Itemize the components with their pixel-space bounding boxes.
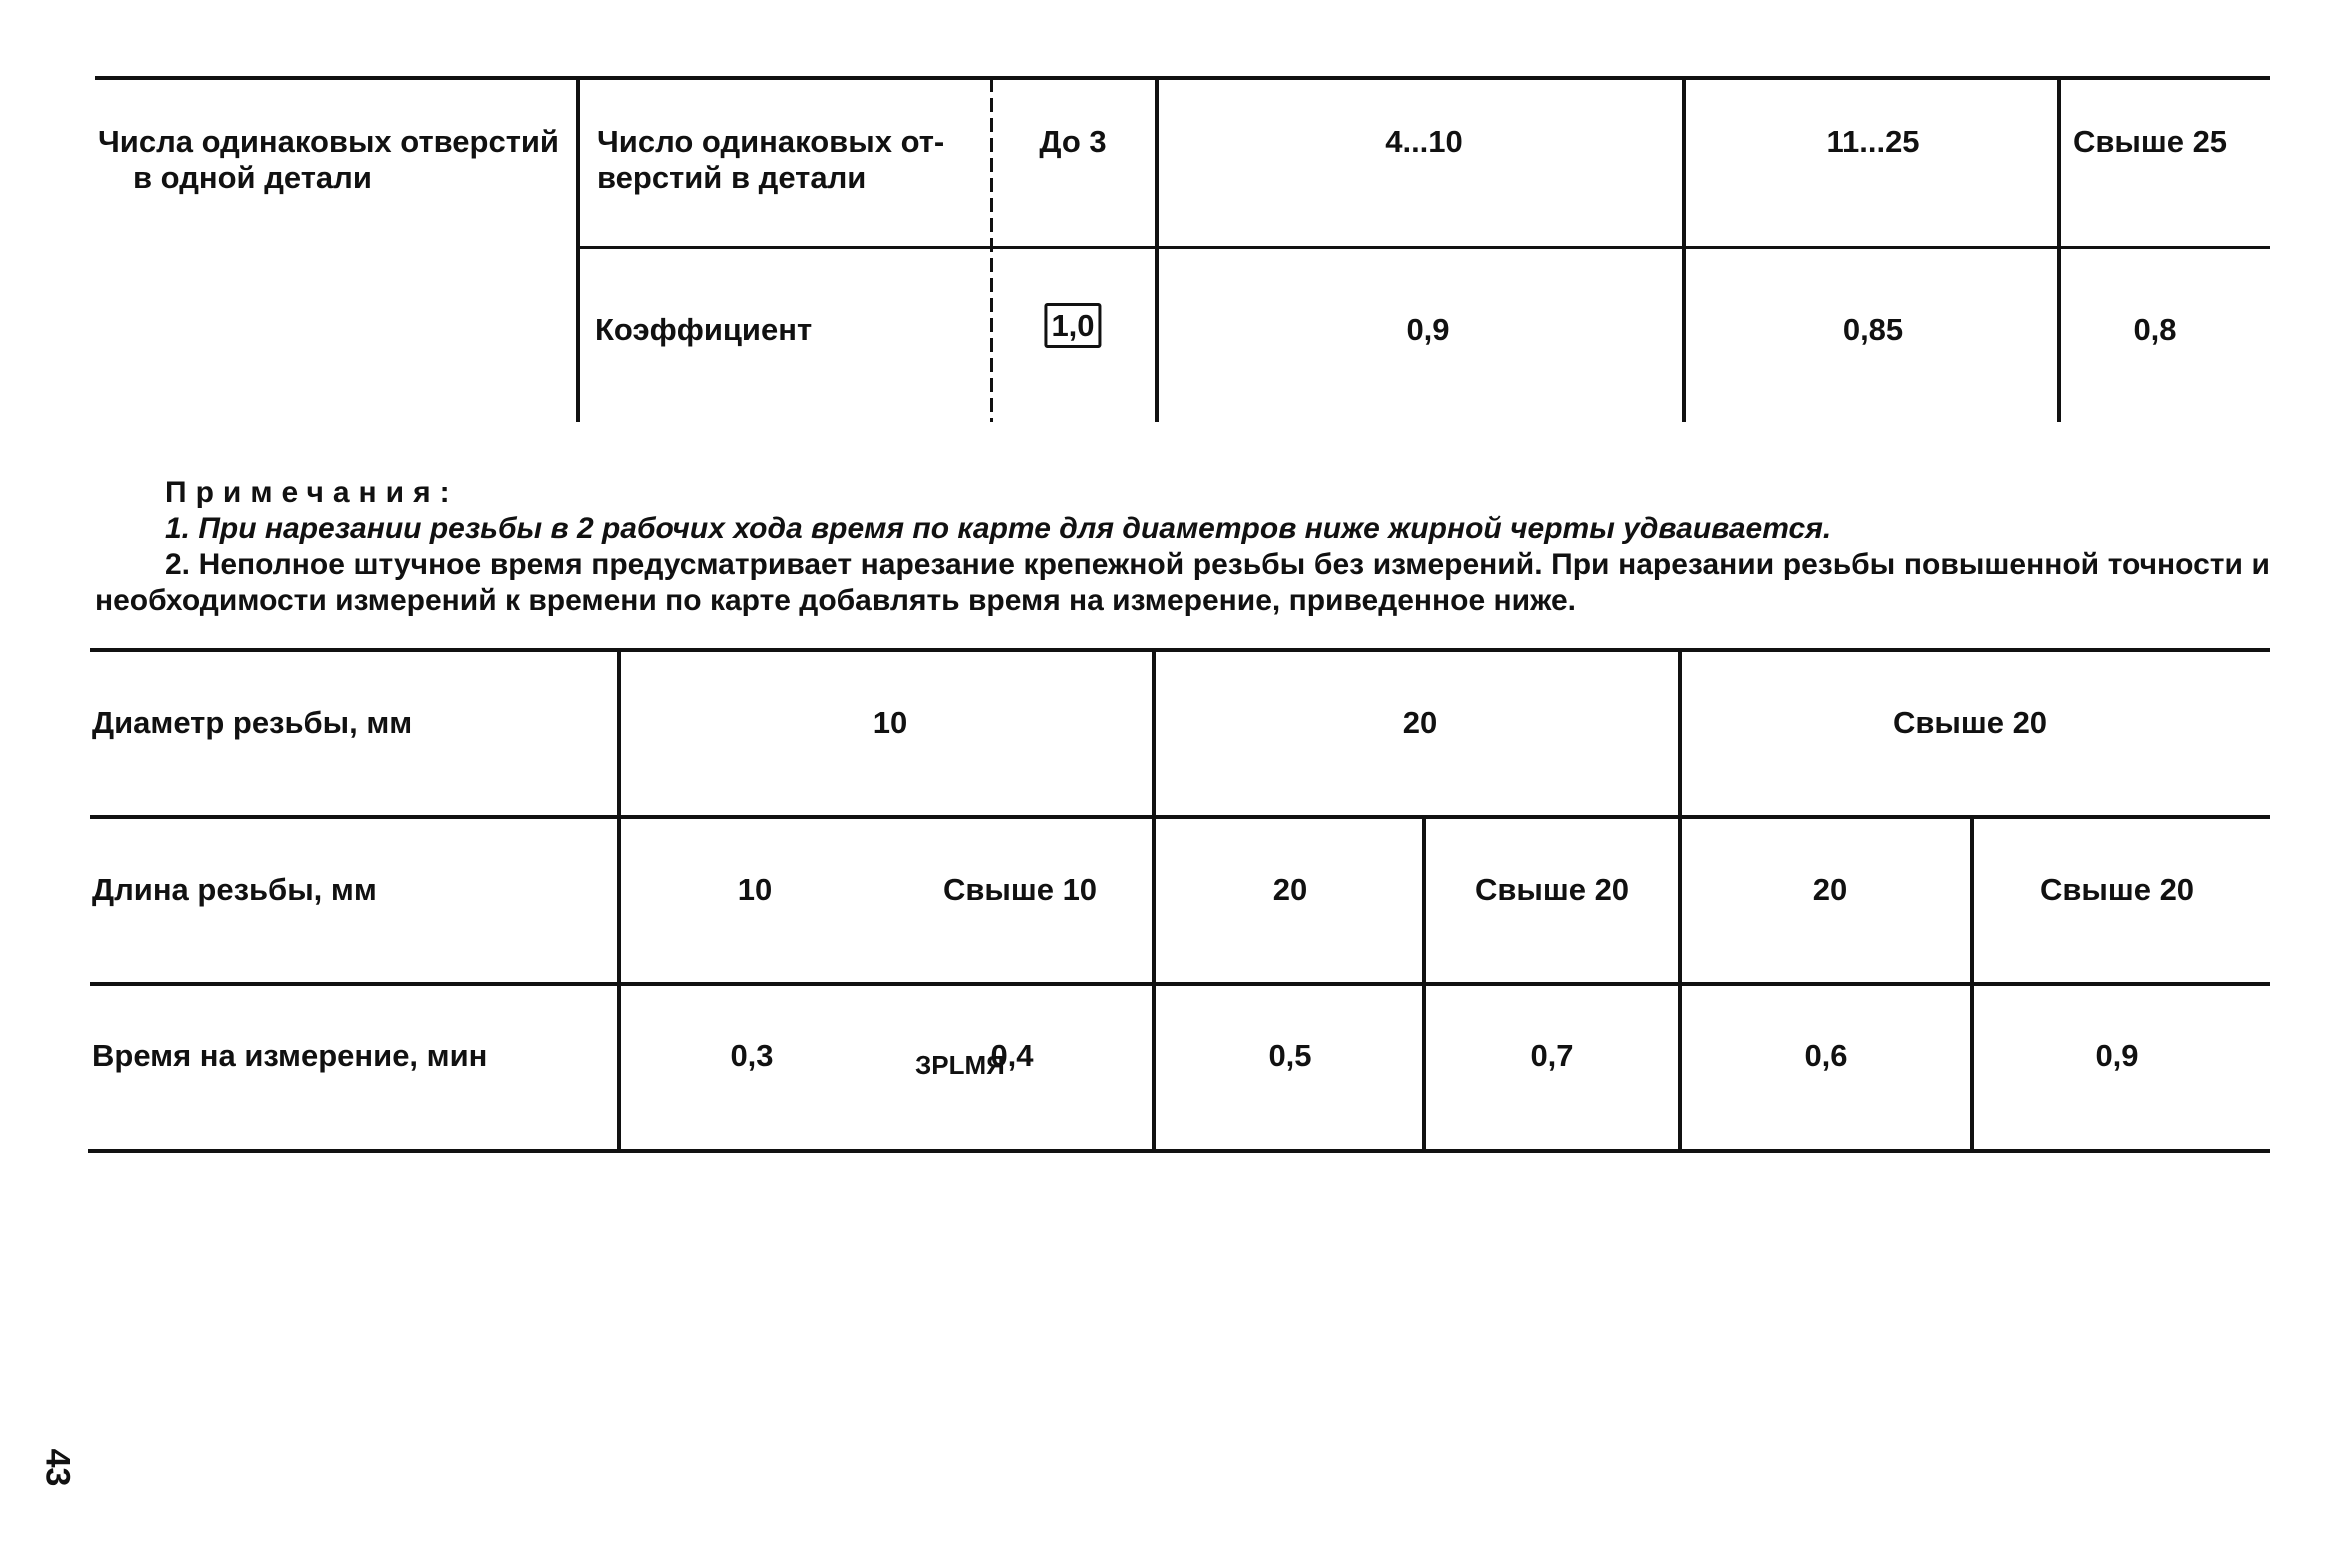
table1-header-value: 4...10 xyxy=(1385,124,1463,159)
table2-length-value: 20 xyxy=(1812,872,1848,907)
table1-coef-value: 0,9 xyxy=(1406,312,1450,347)
table1-col-divider xyxy=(576,78,580,422)
table2-diameter-value: 20 xyxy=(1402,705,1438,740)
table2-row-rule xyxy=(90,815,2270,819)
table1-header-value: До 3 xyxy=(1039,124,1107,159)
table1-header-label xyxy=(597,124,944,196)
table2-length-value: Свыше 20 xyxy=(2039,872,2195,907)
table2-time-value: 0,3 xyxy=(730,1038,774,1073)
notes-heading: Примечания: xyxy=(165,476,459,509)
table1-row-label-line: Числа одинаковых отверстий xyxy=(98,124,559,159)
stray-scan-mark: ЗРLМЯ xyxy=(915,1050,1005,1080)
table1-row-label xyxy=(98,124,559,196)
table1-coef-value xyxy=(1044,308,1101,344)
table2-col-divider xyxy=(617,650,621,1151)
table2-col-divider xyxy=(1152,650,1156,1151)
table1-col-divider xyxy=(1155,78,1159,422)
table2-time-value: 0,7 xyxy=(1530,1038,1574,1073)
table2-col-divider xyxy=(1678,650,1682,1151)
table2-bottom-rule xyxy=(88,1149,2270,1153)
table2-time-label: Время на измерение, мин xyxy=(92,1038,488,1073)
table2-top-rule xyxy=(90,648,2270,652)
table1-coef-value-boxed: 1,0 xyxy=(1044,303,1101,348)
table1-col-divider xyxy=(990,78,993,422)
table1-mid-rule xyxy=(578,246,2270,249)
table2-length-value: Свыше 10 xyxy=(942,872,1098,907)
table1-header-label-line: Число одинаковых от- xyxy=(597,124,945,159)
table1-header-value: 11...25 xyxy=(1826,124,1920,159)
note-1: 1. При нарезании резьбы в 2 рабочих хода время по карте для диаметров ниже жирной черты удваивается. xyxy=(165,512,1832,545)
note-2: 2. Неполное штучное время предусматривает нарезание крепежной резьбы без измерений. При нарезании резьбы повышенной точности и необходимости измерений к времени по карте добавлять время на измерение, приведенное ниже. xyxy=(95,548,2270,617)
table2-length-value: 20 xyxy=(1272,872,1308,907)
table2-time-value: 0,6 xyxy=(1804,1038,1848,1073)
table2-length-value: Свыше 20 xyxy=(1474,872,1630,907)
table2-col-divider xyxy=(1422,817,1426,1151)
table1-row-label-line: в одной детали xyxy=(133,160,372,195)
table2-time-value: 0,5 xyxy=(1268,1038,1312,1073)
notes-block xyxy=(95,475,2270,619)
table1-top-rule xyxy=(95,76,2270,80)
table2-diameter-value: Свыше 20 xyxy=(1892,705,2048,740)
table1-coef-value: 0,85 xyxy=(1842,312,1904,347)
table2-col-divider xyxy=(1970,817,1974,1151)
table2-length-value: 10 xyxy=(737,872,773,907)
table2-row-rule xyxy=(90,982,2270,986)
table1-coef-label: Коэффициент xyxy=(595,312,813,347)
page-number: 43 xyxy=(38,1448,77,1487)
table1-col-divider xyxy=(2057,78,2061,422)
table2-diameter-label: Диаметр резьбы, мм xyxy=(92,705,413,740)
table2-time-value: 0,9 xyxy=(2095,1038,2139,1073)
table2-length-label: Длина резьбы, мм xyxy=(92,872,377,907)
table1-col-divider xyxy=(1682,78,1686,422)
table2-diameter-value: 10 xyxy=(872,705,908,740)
table1-header-label-line: верстий в детали xyxy=(597,160,867,195)
table1-coef-value: 0,8 xyxy=(2133,312,2177,347)
table1-header-value: Свыше 25 xyxy=(2072,124,2228,159)
table2-time-value: 0,4 xyxy=(990,1038,1034,1073)
